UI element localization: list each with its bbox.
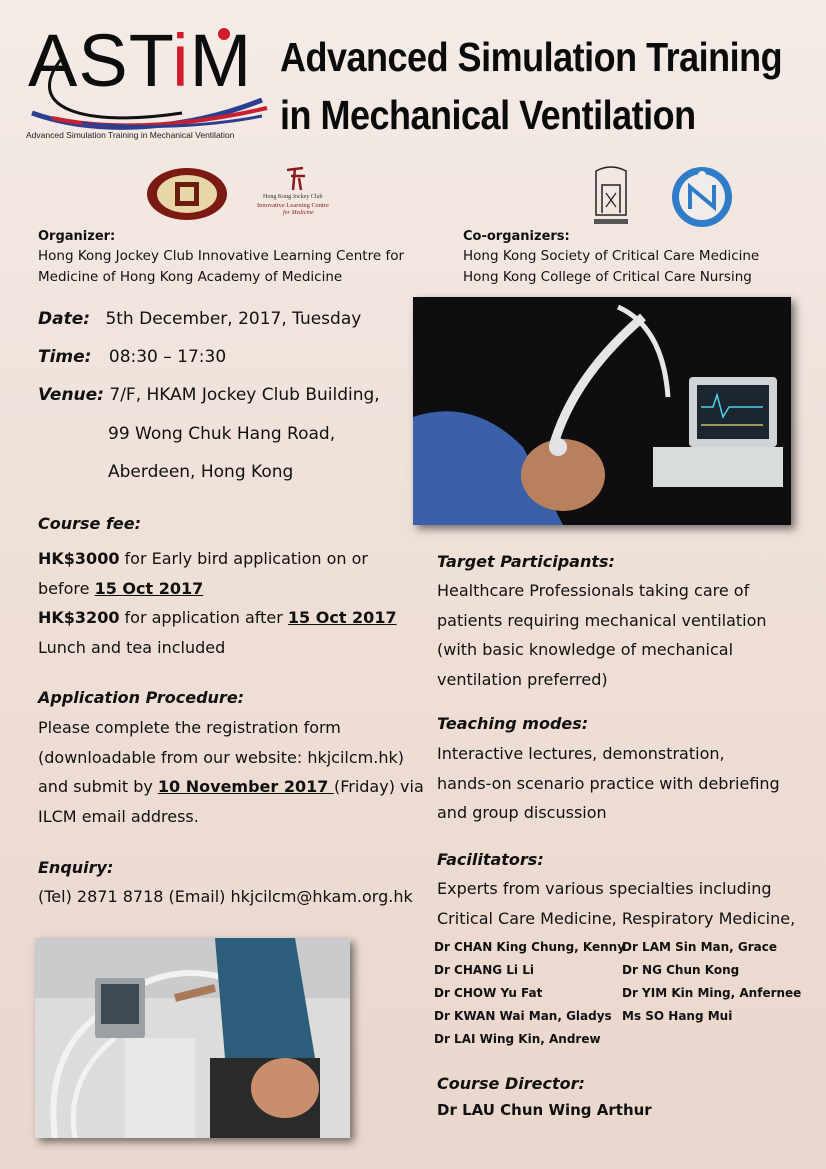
- fee-late-text: for application after: [119, 608, 288, 627]
- time-label: Time:: [38, 347, 92, 367]
- training-session-photo: [35, 938, 350, 1138]
- facilitators-intro: [437, 874, 795, 933]
- fee-early-price: HK$3000: [38, 549, 120, 568]
- fee-late-price: HK$3200: [38, 608, 120, 627]
- venue-row: [38, 385, 380, 405]
- hkcccn-circle-icon: [668, 165, 736, 229]
- astim-logo: [22, 18, 272, 148]
- fee-early-date: 15 Oct 2017: [94, 578, 204, 598]
- venue-line1: 7/F, HKAM Jockey Club Building,: [109, 385, 380, 405]
- teaching-heading: Teaching modes:: [437, 714, 589, 733]
- fee-block: [38, 544, 397, 662]
- coorganizer-line1: Hong Kong Society of Critical Care Medicine: [463, 248, 760, 264]
- facilitators-line2: Critical Care Medicine, Respiratory Medicine,: [437, 908, 796, 928]
- ilcm-logo: [255, 164, 345, 224]
- facilitator-item: Dr YIM Kin Ming, Anfernee: [622, 986, 802, 1000]
- fee-early-before-line: [38, 574, 397, 604]
- director-heading: Course Director:: [437, 1074, 585, 1093]
- application-line3-b: (Friday) via: [333, 777, 424, 796]
- teaching-line3: and group discussion: [437, 803, 607, 822]
- fee-early-line: [38, 544, 397, 574]
- hkam-seal-icon: [145, 166, 229, 222]
- enquiry-line[interactable]: (Tel) 2871 8718 (Email) hkjcilcm@hkam.org.hk: [38, 887, 413, 906]
- target-line4: ventilation preferred): [437, 669, 608, 689]
- fee-lunch-line: Lunch and tea included: [38, 637, 226, 657]
- target-line3: (with basic knowledge of mechanical: [437, 640, 734, 659]
- target-block: [437, 576, 767, 694]
- application-line3-a: and submit by: [38, 777, 158, 796]
- facilitator-item: Dr LAM Sin Man, Grace: [622, 940, 778, 954]
- application-line1: Please complete the registration form: [38, 718, 341, 737]
- facilitator-item: Dr KWAN Wai Man, Gladys: [434, 1009, 612, 1023]
- facilitator-item: Dr NG Chun Kong: [622, 963, 740, 977]
- time-value: 08:30 – 17:30: [108, 347, 227, 367]
- fee-late-date: 15 Oct 2017: [287, 608, 397, 627]
- application-deadline: 10 November 2017: [157, 777, 334, 796]
- application-line2: (downloadable from our website: hkjcilcm.hk): [38, 747, 404, 767]
- target-line1: Healthcare Professionals taking care of: [437, 581, 750, 600]
- training-scene-icon: [35, 938, 350, 1138]
- date-value: 5th December, 2017, Tuesday: [105, 309, 362, 329]
- organizer-line1: Hong Kong Jockey Club Innovative Learning Centre for: [38, 248, 405, 264]
- fee-early-text: for Early bird application on or: [119, 549, 368, 568]
- facilitators-heading: Facilitators:: [437, 850, 544, 869]
- page-title-line1: Advanced Simulation Training: [280, 34, 783, 80]
- venue-label: Venue:: [38, 385, 104, 405]
- logo-caption: Advanced Simulation Training in Mechanical Ventilation: [26, 130, 235, 140]
- hkcccn-logo: [668, 165, 736, 229]
- facilitator-item: Dr CHOW Yu Fat: [434, 986, 543, 1000]
- director-name: Dr LAU Chun Wing Arthur: [437, 1101, 652, 1119]
- facilitator-item: Dr LAI Wing Kin, Andrew: [434, 1032, 601, 1046]
- teaching-line1: Interactive lectures, demonstration,: [437, 744, 725, 763]
- ilcm-logo-line2: Innovative Learning Centre: [257, 202, 329, 209]
- application-block: [38, 713, 424, 831]
- facilitator-item: Ms SO Hang Mui: [622, 1009, 733, 1023]
- application-line3: [38, 772, 424, 802]
- date-label: Date:: [38, 309, 91, 329]
- facilitator-item: Dr CHAN King Chung, Kenny: [434, 940, 626, 954]
- ventilator-scene-icon: [413, 297, 791, 525]
- target-heading: Target Participants:: [437, 552, 615, 571]
- teaching-line2: hands-on scenario practice with debriefing: [437, 773, 780, 793]
- facilitators-line1: Experts from various specialties including: [437, 879, 772, 898]
- mannequin-ventilator-photo: [413, 297, 791, 525]
- ilcm-logo-line1: Hong Kong Jockey Club: [263, 194, 323, 200]
- venue-line2: 99 Wong Chuk Hang Road,: [108, 424, 336, 444]
- date-row: [38, 309, 361, 329]
- enquiry-heading: Enquiry:: [38, 858, 114, 877]
- time-row: [38, 347, 226, 367]
- venue-line3: Aberdeen, Hong Kong: [108, 462, 294, 482]
- page-title-line2: in Mechanical Ventilation: [280, 92, 696, 138]
- fee-before-word: before: [38, 578, 95, 598]
- hksccm-emblem-icon: [586, 163, 636, 231]
- target-line2: patients requiring mechanical ventilation: [437, 610, 767, 630]
- logo-wordmark: ASTiM: [28, 19, 253, 102]
- hksccm-logo: [586, 163, 636, 231]
- ilcm-logo-line3: for Medicine: [283, 210, 314, 216]
- course-fee-heading: Course fee:: [38, 514, 142, 533]
- fee-late-line: [38, 603, 397, 633]
- application-heading: Application Procedure:: [38, 688, 245, 707]
- ilcm-brush-icon: [283, 164, 309, 192]
- teaching-block: [437, 739, 780, 828]
- coorganizer-line2: Hong Kong College of Critical Care Nursing: [463, 269, 752, 285]
- coorganizers-label: Co-organizers:: [463, 229, 570, 244]
- organizer-label: Organizer:: [38, 229, 116, 244]
- facilitators-col2: [622, 936, 801, 1028]
- organizer-line2: Medicine of Hong Kong Academy of Medicine: [38, 269, 343, 285]
- application-line4: ILCM email address.: [38, 806, 199, 826]
- hkam-seal-logo: [145, 166, 229, 222]
- facilitator-item: Dr CHANG Li Li: [434, 963, 534, 977]
- facilitators-col1: [434, 936, 625, 1051]
